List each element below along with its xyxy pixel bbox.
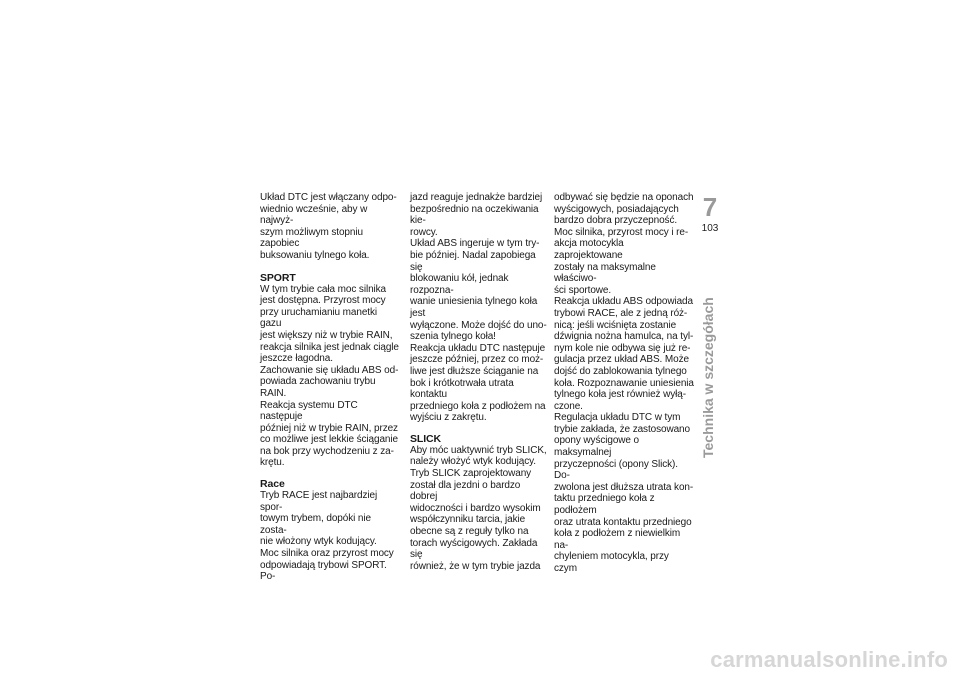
- paragraph-race-continued: jazd reaguje jednakże bardziej bezpośrednio na oczekiwania kie- rowcy. Układ ABS ingeruje w tym try- bie później. Nadal zapobiega się blokowaniu kół, jednak rozpozna- wanie uniesienia tylnego koła jest wyłączone. Może dojść do uno- szenia tylnego koła! Reakcja układu DTC następuje jeszcze później, przez co moż- liwe jest dłuższe ściąganie na bok i krótkotrwała utrata kontaktu przedniego koła z podłożem na wyjściu z zakrętu.: [410, 192, 547, 424]
- chapter-title: Technika w szczegółach: [700, 297, 716, 458]
- paragraph-race: Tryb RACE jest najbardziej spor- towym trybem, dopóki nie zosta- nie włożony wtyk kodujący. Moc silnika oraz przyrost mocy odpowiadają trybowi SPORT. Po-: [260, 490, 394, 583]
- text-column-3: [554, 192, 694, 575]
- page-number: 103: [701, 223, 719, 234]
- paragraph-slick: Aby móc uaktywnić tryb SLICK, należy włożyć wtyk kodujący. Tryb SLICK zaprojektowany został dla jezdni o bardzo dobrej widoczności i bardzo wysokim współczynniku tarcia, jakie obecne są z reguły tylko na torach wyścigowych. Zakłada się również, że w tym trybie jazda: [410, 444, 547, 572]
- heading-slick: SLICK: [410, 432, 442, 445]
- chapter-tab: [697, 192, 723, 492]
- paragraph-dtc-intro: Układ DTC jest włączany odpo- wiednio wcześnie, aby w najwyż- szym możliwym stopniu zapobiec buksowaniu tylnego koła.: [260, 192, 397, 261]
- paragraph-slick-continued: odbywać się będzie na oponach wyścigowych, posiadających bardzo dobra przyczepność. Moc silnika, przyrost mocy i re- akcja motocykla zaprojektowane zostały na maksymalne właściwo- ści sportowe. Reakcja układu ABS odpowiada trybowi RACE, ale z jedną róż- nicą: jeśli wciśnięta zostanie dźwignia nożna hamulca, na tyl- nym kole nie odbywa się już re- gulacja przez układ ABS. Może dojść do zablokowania tylnego koła. Rozpoznawanie uniesienia tylnego koła jest również wyłą- czone. Regulacja układu DTC w tym trybie zakłada, że zastosowano opony wyścigowe o maksymalnej przyczepności (opony Slick). Do- zwolona jest dłuższa utrata kon- taktu przedniego koła z podłożem oraz utrata kontaktu przedniego koła z podłożem z niewielkim na- chyleniem motocykla, przy czym: [554, 192, 694, 574]
- text-column-2: [410, 192, 550, 572]
- heading-race: Race: [260, 478, 285, 491]
- chapter-title-vertical: [697, 244, 723, 504]
- watermark: carmanualsonline.info: [710, 647, 948, 672]
- paragraph-sport: W tym trybie cała moc silnika jest dostępna. Przyrost mocy przy uruchamianiu manetki gazu jest większy niż w trybie RAIN, reakcja silnika jest jednak ciągle jeszcze łagodna. Zachowanie się układu ABS od- powiada zachowaniu trybu RAIN. Reakcja systemu DTC następuje później niż w trybie RAIN, przez co możliwe jest lekkie ściąganie na bok przy wychodzeniu z za- krętu.: [260, 283, 399, 469]
- chapter-number: 7: [702, 192, 718, 222]
- text-column-1: [260, 192, 400, 583]
- heading-sport: SPORT: [260, 271, 296, 284]
